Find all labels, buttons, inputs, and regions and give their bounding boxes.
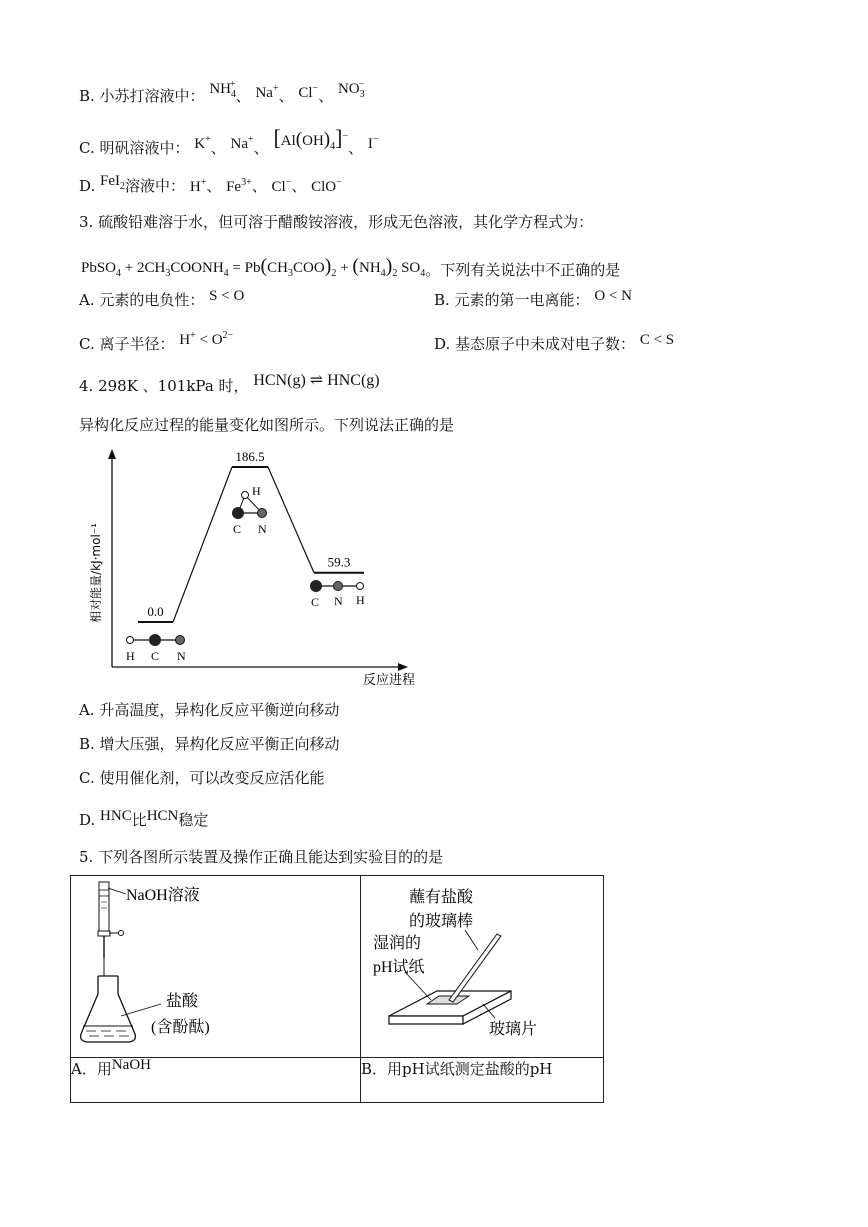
atom-label: N (334, 594, 343, 608)
apparatus-b-cell (361, 876, 604, 1058)
q4-option-b: B. 增大压强，异构化反应平衡正向移动 (79, 735, 340, 753)
ion-no3: $NO_3^-$ (337, 79, 365, 100)
q4-option-d-prefix: D. (79, 811, 101, 829)
energy-value-label: 0.0 (147, 604, 164, 619)
atom-label: C (233, 522, 242, 536)
caption-a-formula: NaOH (111, 1057, 151, 1073)
atom-label: H (356, 593, 365, 607)
atom-label: H (252, 484, 261, 498)
q3-option-a-expr: S < O (209, 288, 245, 304)
energy-value-label: 59.3 (327, 554, 351, 570)
label-phenolphthalein: (含酚酞) (151, 1019, 210, 1036)
ion-nh4: $NH_4^+$ (209, 79, 237, 100)
atom-label: H (126, 649, 135, 663)
q4-option-c: C. 使用催化剂，可以改变反应活化能 (79, 769, 325, 787)
q3-stem: 3. 硫酸铅难溶于水，但可溶于醋酸铵溶液，形成无色溶液，其化学方程式为： (79, 213, 594, 231)
q2-option-d-suffix: 溶液中： (125, 177, 186, 195)
q3-option-b (434, 290, 632, 311)
ion-na: Na+ (255, 83, 279, 101)
q2-option-b: B. 小苏打溶液中： $NH_4^+$、 Na+、 Cl−、 $NO_3^-$ (79, 79, 365, 105)
molecule-hcn (126, 634, 186, 663)
energy-connector (268, 467, 314, 573)
atom-label: C (311, 595, 320, 609)
q3-option-d-expr: C < S (639, 332, 675, 348)
ion-aloh4: $[Al(OH)_4]^-$ (273, 125, 349, 152)
molecule-ts (232, 484, 267, 536)
q5-stem: 5. 下列各图所示装置及操作正确且能达到实验目的的是 (79, 848, 444, 866)
label-naoh-solution: NaOH溶液 (126, 887, 200, 904)
ion-i: I− (367, 134, 379, 152)
q3-equation-line (81, 256, 620, 278)
q2-option-d: D. FeI$_2$溶液中： H+、 $Fe^{3+}$、 Cl−、 ClO− (79, 173, 342, 195)
atom-label: N (177, 649, 186, 663)
ion-na2: Na+ (230, 134, 254, 152)
q3-option-a (79, 290, 244, 311)
energy-value-label: 186.5 (235, 449, 265, 464)
q2-option-d-prefix: D. (79, 177, 101, 195)
label-glass-slide: 玻璃片 (489, 1021, 538, 1038)
label-rod-line2: 的玻璃棒 (409, 913, 474, 930)
x-axis-arrow (398, 663, 408, 671)
atom-label: N (258, 522, 267, 536)
ion-fe3: $Fe^{3+}$ (226, 177, 252, 195)
x-axis-label: 反应进程 (363, 673, 416, 688)
q3-option-c-label: C. 离子半径： (79, 335, 175, 353)
label-paper-line2: pH试纸 (373, 959, 425, 976)
label-rod-line1: 蘸有盐酸 (409, 889, 474, 906)
label-hydrochloric-acid: 盐酸 (166, 993, 199, 1010)
q4-option-a: A. 升高温度，异构化反应平衡逆向移动 (79, 701, 340, 719)
ion-k: K+ (194, 134, 211, 152)
energy-diagram (80, 445, 420, 690)
q4-option-d-mid: 比 (131, 811, 147, 829)
q3-tail: 。下列有关说法中不正确的是 (425, 261, 621, 279)
atom-label: C (151, 649, 160, 663)
q3-option-b-label: B. 元素的第一电离能： (434, 291, 590, 309)
apparatus-table (70, 875, 604, 1103)
q3-option-c-expr: $H^+ < O^{2-}$ (179, 330, 234, 348)
q2-option-c-label: C. 明矾溶液中： (79, 139, 190, 157)
formula-fei2: FeI$_2$ (100, 173, 126, 192)
q4-stem-b: 异构化反应过程的能量变化如图所示。下列说法正确的是 (79, 416, 455, 434)
label-paper-line1: 湿润的 (373, 935, 422, 952)
q3-option-d (434, 334, 674, 355)
y-axis-label: 相对能量/kJ·mol⁻¹ (89, 523, 103, 623)
formula-hnc: HNC (100, 808, 132, 824)
q3-option-d-label: D. 基态原子中未成对电子数： (434, 335, 636, 353)
q4-option-d-suffix: 稳定 (178, 811, 209, 829)
y-axis-arrow (108, 449, 116, 459)
molecule-hnc (310, 580, 365, 609)
q3-option-b-expr: O < N (594, 288, 632, 304)
ph-test-apparatus (361, 876, 603, 1057)
energy-marks (138, 449, 364, 622)
caption-a-prefix: A．用 (71, 1060, 112, 1078)
q2-option-c: C. 明矾溶液中： K+、 Na+、 $[Al(OH)_4]^-$、 I− (79, 125, 379, 157)
q4-stem-a: 4. 298K 、101kPa 时， (79, 377, 249, 395)
q3-option-c (79, 330, 234, 355)
energy-connector (173, 467, 232, 622)
q4-reaction: HCN(g) ⇌ HNC(g) (253, 372, 380, 389)
apparatus-a-cell (71, 876, 361, 1058)
ion-h: H+ (189, 177, 207, 195)
ion-clo: ClO− (311, 177, 342, 195)
caption-a (71, 1058, 361, 1103)
q4-option-d (79, 810, 208, 831)
q3-equation: PbSO$_4$ + $2CH_3COONH_4 = Pb(CH_3COO)_2 + (NH_4)_2$ $SO_4$ (81, 255, 426, 279)
ion-cl2: Cl− (271, 177, 292, 195)
q2-option-b-label: B. 小苏打溶液中： (79, 87, 205, 105)
caption-b: B．用pH试纸测定盐酸的pH (361, 1058, 604, 1103)
q3-option-a-label: A. 元素的电负性： (79, 291, 205, 309)
q4-stem-a-line (79, 372, 380, 397)
formula-hcn: HCN (146, 808, 179, 824)
titration-apparatus (71, 876, 360, 1057)
ion-cl: Cl− (298, 83, 319, 101)
